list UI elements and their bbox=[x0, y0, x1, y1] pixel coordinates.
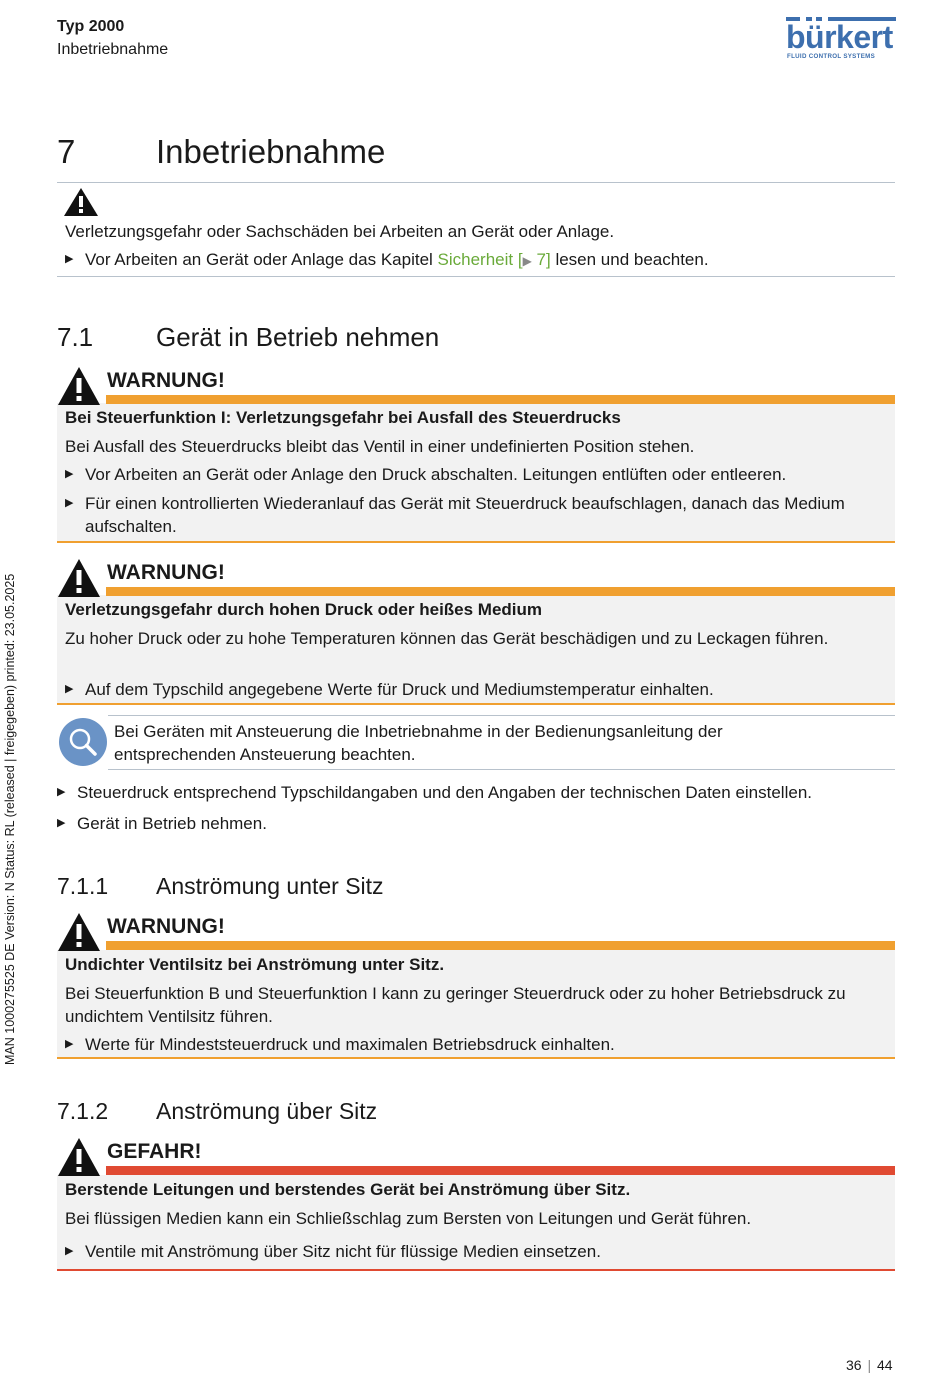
warning-bottom-line bbox=[57, 703, 895, 705]
warning-bar bbox=[106, 587, 895, 596]
warning-signal-word: WARNUNG! bbox=[107, 369, 225, 392]
warning-item: ▶ Werte für Mindeststeuerdruck und maximalen Betriebsdruck einhalten. bbox=[65, 1035, 615, 1054]
danger-triangle-icon bbox=[57, 1137, 101, 1177]
warning-heading: Verletzungsgefahr durch hohen Druck oder heißes Medium bbox=[65, 600, 543, 619]
document-title: Typ 2000 bbox=[57, 18, 125, 35]
note-bottom-rule bbox=[108, 769, 895, 770]
section-number: 7.1 bbox=[57, 322, 94, 352]
warning-item: ▶ Vor Arbeiten an Gerät oder Anlage den Druck abschalten. Leitungen entlüften oder entleeren. bbox=[65, 465, 787, 484]
warning-triangle-icon bbox=[63, 187, 99, 217]
warning-bottom-line bbox=[57, 541, 895, 543]
danger-bottom-line bbox=[57, 1269, 895, 1271]
warning-text: Bei Ausfall des Steuerdrucks bleibt das Ventil in einer undefinierten Position stehen. bbox=[65, 437, 695, 456]
subsection-title: Anströmung unter Sitz bbox=[156, 873, 384, 899]
warning-signal-word: WARNUNG! bbox=[107, 915, 225, 938]
logo-word: bürkert bbox=[786, 19, 893, 55]
warning-text: Zu hoher Druck oder zu hohe Temperaturen können das Gerät beschädigen und zu Leckagen führen. bbox=[65, 629, 829, 648]
document-subtitle: Inbetriebnahme bbox=[57, 41, 169, 58]
page-number: 36 | 44 bbox=[846, 1357, 893, 1373]
danger-signal-word: GEFAHR! bbox=[107, 1140, 202, 1163]
warning-triangle-icon bbox=[57, 912, 101, 952]
warning-bottom-line bbox=[57, 1057, 895, 1059]
step-item: ▶ Gerät in Betrieb nehmen. bbox=[57, 814, 267, 833]
warning-text: Bei Steuerfunktion B und Steuerfunktion I kann zu geringer Steuerdruck oder zu hoher Betriebsdruck zu undichtem Ventilsitz führen. bbox=[65, 984, 846, 1026]
logo-tagline: FLUID CONTROL SYSTEMS bbox=[787, 53, 875, 60]
note-text: Bei Geräten mit Ansteuerung die Inbetriebnahme in der Bedienungsanleitung der entsprechenden Ansteuerung beachten. bbox=[114, 722, 723, 764]
warning-bar bbox=[106, 941, 895, 950]
caution-text: Verletzungsgefahr oder Sachschäden bei Arbeiten an Gerät oder Anlage. bbox=[65, 222, 615, 241]
subsection-number: 7.1.1 bbox=[57, 873, 109, 899]
danger-heading: Berstende Leitungen und berstendes Gerät bei Anströmung über Sitz. bbox=[65, 1180, 631, 1199]
subsection-number: 7.1.2 bbox=[57, 1098, 109, 1124]
warning-signal-word: WARNUNG! bbox=[107, 561, 225, 584]
step-item: ▶ Steuerdruck entsprechend Typschildangaben und den Angaben der technischen Daten einstellen. bbox=[57, 783, 812, 802]
caution-rule bbox=[57, 276, 895, 277]
safety-chapter-link[interactable]: Sicherheit [▶ 7] bbox=[437, 250, 551, 269]
warning-heading: Bei Steuerfunktion I: Verletzungsgefahr bei Ausfall des Steuerdrucks bbox=[65, 408, 621, 427]
warning-item: ▶ Für einen kontrollierten Wiederanlauf das Gerät mit Steuerdruck beaufschlagen, danach das Medium aufschalten. bbox=[65, 494, 845, 536]
chapter-number: 7 bbox=[57, 133, 76, 170]
warning-heading: Undichter Ventilsitz bei Anströmung unter Sitz. bbox=[65, 955, 445, 974]
warning-item: ▶ Auf dem Typschild angegebene Werte für Druck und Mediumstemperatur einhalten. bbox=[65, 680, 714, 699]
chapter-title: Inbetriebnahme bbox=[156, 133, 386, 170]
caution-item: ▶ Vor Arbeiten an Gerät oder Anlage das Kapitel Sicherheit [▶ 7] lesen und beachten. bbox=[65, 250, 709, 269]
danger-bar bbox=[106, 1166, 895, 1175]
chapter-rule bbox=[57, 182, 895, 183]
warning-triangle-icon bbox=[57, 366, 101, 406]
danger-text: Bei flüssigen Medien kann ein Schließschlag zum Bersten von Leitungen und Gerät führen. bbox=[65, 1209, 752, 1228]
note-top-rule bbox=[108, 715, 895, 716]
section-title: Gerät in Betrieb nehmen bbox=[156, 322, 440, 352]
side-print-info: MAN 1000275525 DE Version: N Status: RL (released | freigegeben) printed: 23.05.2025 bbox=[3, 573, 17, 1065]
danger-item: ▶ Ventile mit Anströmung über Sitz nicht für flüssige Medien einsetzen. bbox=[65, 1242, 601, 1261]
warning-triangle-icon bbox=[57, 558, 101, 598]
warning-bar bbox=[106, 395, 895, 404]
subsection-title: Anströmung über Sitz bbox=[156, 1098, 378, 1124]
magnifier-note-icon bbox=[59, 718, 107, 766]
